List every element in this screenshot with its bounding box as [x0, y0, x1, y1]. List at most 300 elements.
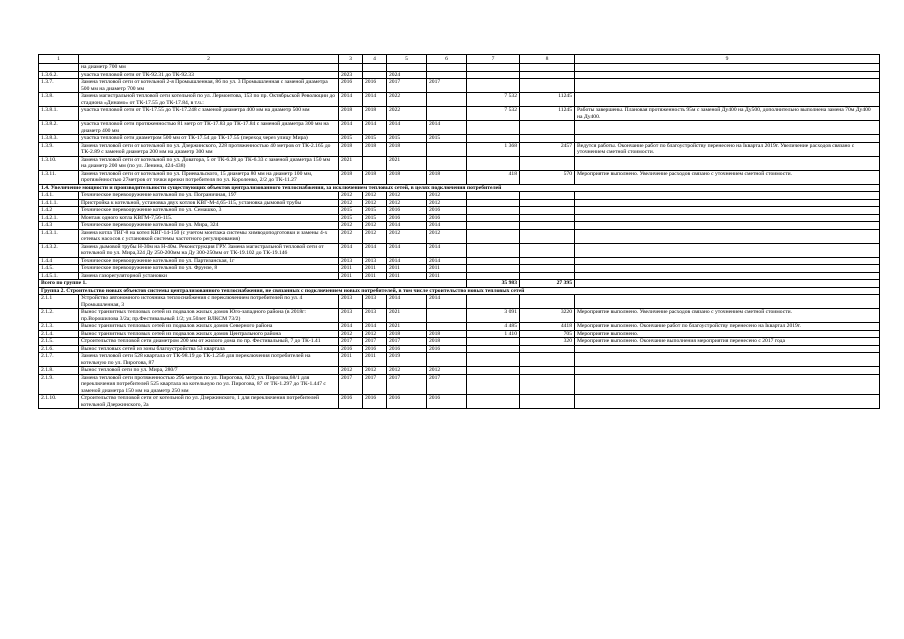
table-cell: 2018	[363, 107, 387, 121]
table-row	[39, 135, 880, 143]
table-cell	[575, 257, 880, 265]
table-cell: 2013	[363, 309, 387, 323]
table-row	[39, 156, 880, 170]
table-cell	[575, 93, 880, 107]
table-cell	[575, 135, 880, 143]
table-cell: 1.4.5.1.	[39, 272, 79, 280]
table-cell: Мероприятие выполнено. Окончание работ по благоустройству перенесено на Iквартал 2019г.	[575, 323, 880, 331]
table-cell	[363, 64, 387, 72]
table-cell: 1.4.1.	[39, 192, 79, 200]
table-cell	[520, 395, 575, 409]
table-cell	[575, 156, 880, 170]
table-cell	[363, 156, 387, 170]
table-cell	[467, 395, 520, 409]
table-row	[39, 222, 880, 230]
table-cell: 1 410	[467, 330, 520, 338]
table-cell: 2018	[387, 330, 427, 338]
table-cell: 2016	[387, 395, 427, 409]
table-cell: 2011	[427, 265, 467, 273]
table-row	[39, 93, 880, 107]
table-cell: Замена тепловой сети протяженностью 295 метров по ул. Пирогова, 62/2, ул. Пирогова,68/1 для переключения потребителей 525 квартала на котельную по ул. Пирогова, 87 от ТК-1.297 до ТК-1.447 с заменой диаметра 150 мм на диаметр 250 мм	[79, 374, 339, 395]
table-cell: 2.1.5.	[39, 338, 79, 346]
table-cell: Техническое перевооружение котельной по ул. Мира, 324	[79, 222, 339, 230]
table-cell: 2.1.3.	[39, 323, 79, 331]
table-cell	[575, 353, 880, 367]
table-cell	[520, 229, 575, 243]
table-cell: 418	[467, 170, 520, 184]
table-cell	[575, 395, 880, 409]
table-cell: 2022	[387, 93, 427, 107]
table-cell: 2014	[427, 121, 467, 135]
table-cell: 2014	[427, 243, 467, 257]
table-cell: 1.4.1.1.	[39, 199, 79, 207]
table-cell	[520, 121, 575, 135]
table-cell	[575, 367, 880, 375]
table-cell	[467, 71, 520, 79]
table-cell: 2018	[363, 170, 387, 184]
table-cell: 1.4.3.1.	[39, 229, 79, 243]
table-cell: 2021	[387, 156, 427, 170]
table-cell	[467, 135, 520, 143]
header-cell: 8	[520, 55, 575, 64]
table-cell: Ведутся работы. Окончание работ по благоустройству перенесено на Iквартал 2019г. Увеличение расходов связано с уточнением сметной стоимости.	[575, 142, 880, 156]
table-cell: 4418	[520, 323, 575, 331]
table-cell: 2016	[363, 79, 387, 93]
program-table	[38, 54, 880, 409]
table-cell: 2012	[339, 229, 363, 243]
table-cell	[467, 265, 520, 273]
table-cell	[467, 229, 520, 243]
table-cell: 2011	[339, 265, 363, 273]
table-cell	[387, 64, 427, 72]
table-cell	[520, 222, 575, 230]
table-cell: 1.3.8.3.	[39, 135, 79, 143]
table-cell: 2018	[427, 170, 467, 184]
header-cell: 3	[339, 55, 363, 64]
table-cell: 2014	[427, 295, 467, 309]
table-row	[39, 192, 880, 200]
table-cell: 2016	[387, 345, 427, 353]
table-cell	[520, 374, 575, 395]
table-cell: 2011	[339, 272, 363, 280]
table-cell: 2024	[387, 71, 427, 79]
table-cell: 2017	[387, 374, 427, 395]
table-cell: Техническое перевооружение котельной по ул. Семашко, 3	[79, 207, 339, 215]
table-cell	[520, 257, 575, 265]
table-cell	[520, 207, 575, 215]
table-cell: 2017	[363, 338, 387, 346]
table-cell: 11245	[520, 93, 575, 107]
table-cell: 2012	[339, 222, 363, 230]
table-cell	[467, 156, 520, 170]
table-cell: 7 532	[467, 93, 520, 107]
table-cell	[467, 79, 520, 93]
table-cell: 1.4.2.1.	[39, 214, 79, 222]
table-cell: 1.3.8.1.	[39, 107, 79, 121]
table-cell: 2016	[427, 214, 467, 222]
table-cell: Вынос транзитных тепловых сетей из подвалов жилых домов Центрального района	[79, 330, 339, 338]
table-cell: Замена газорегуляторной установки	[79, 272, 339, 280]
table-cell: 2011	[339, 353, 363, 367]
table-row	[39, 170, 880, 184]
header-cell: 4	[363, 55, 387, 64]
table-cell: 2015	[363, 214, 387, 222]
table-cell: 2012	[363, 222, 387, 230]
table-cell: Замена котла ТВГ-8 на котел КВГ-14-150 (с учетом монтажа системы химводоподготовки и замены 4-х сетевых насосов с установкой системы частотного регулирования)	[79, 229, 339, 243]
table-cell: 2018	[427, 330, 467, 338]
table-cell: Замена тепловой сети 528 квартала от ТК-98.19 до ТК-1.256 для переключения потребителей на котельную по ул. Пирогова, 87	[79, 353, 339, 367]
table-cell: 3 091	[467, 309, 520, 323]
table-cell	[427, 142, 467, 156]
table-cell: 1.4.2	[39, 207, 79, 215]
table-cell	[467, 214, 520, 222]
table-cell: 2012	[363, 229, 387, 243]
table-cell: Вынос транзитных тепловых сетей из подвалов жилых домов Северного района	[79, 323, 339, 331]
table-cell: 2014	[363, 121, 387, 135]
table-cell	[575, 265, 880, 273]
table-cell: Вынос транзитных тепловых сетей из подвалов жилых домов Юго-западного района (в 2018г: пр.Ворошилова 3/2а; пр.Фестивальный 1/2; ул.50лет ВЛКСМ 73/2)	[79, 309, 339, 323]
table-cell: 2017	[339, 338, 363, 346]
table-cell: 2014	[387, 121, 427, 135]
table-cell	[575, 121, 880, 135]
table-cell	[575, 214, 880, 222]
table-cell: 2015	[339, 135, 363, 143]
table-cell: 2016	[339, 79, 363, 93]
table-row	[39, 367, 880, 375]
table-cell: участка тепловой сети от ТК-17.55 до ТК-17.248 с заменой диаметра 400 мм на диаметр 500 мм	[79, 107, 339, 121]
table-row	[39, 142, 880, 156]
table-cell	[467, 272, 520, 280]
table-cell: 2012	[339, 367, 363, 375]
table-row	[39, 121, 880, 135]
table-cell: 3220	[520, 309, 575, 323]
table-cell: Замена дымовой трубы Н-30м на Н-40м. Реконструкция ГРУ. Замена магистральной тепловой сети от котельной по ул. Мира,324 Ду 250-200мм на Ду 300-250мм от ТК-19.102 до ТК-19.146	[79, 243, 339, 257]
table-cell: 4 485	[467, 323, 520, 331]
table-cell: 2016	[427, 207, 467, 215]
table-row	[39, 214, 880, 222]
table-cell: 2.1.6.	[39, 345, 79, 353]
table-cell: 2012	[427, 229, 467, 243]
table-cell: 320	[520, 338, 575, 346]
table-cell: 2012	[363, 367, 387, 375]
table-cell: 2021	[339, 156, 363, 170]
table-cell	[467, 295, 520, 309]
table-cell: 2011	[363, 272, 387, 280]
table-cell	[575, 243, 880, 257]
table-row	[39, 272, 880, 280]
table-cell: 1.3.9.	[39, 142, 79, 156]
table-cell: 1.3.8.2.	[39, 121, 79, 135]
table-cell: 2012	[339, 199, 363, 207]
table-cell: 2013	[339, 309, 363, 323]
table-cell: 1.3.11.	[39, 170, 79, 184]
table-cell	[467, 353, 520, 367]
table-cell	[520, 353, 575, 367]
header-cell: 1	[39, 55, 79, 64]
table-cell: 2018	[339, 107, 363, 121]
table-cell: 2011	[363, 265, 387, 273]
table-cell	[575, 295, 880, 309]
table-cell: 2023	[339, 71, 363, 79]
table-cell	[467, 243, 520, 257]
table-cell: 2016	[363, 395, 387, 409]
table-row	[39, 229, 880, 243]
table-cell	[575, 229, 880, 243]
table-cell: 2011	[427, 272, 467, 280]
table-cell: 2011	[363, 353, 387, 367]
table-cell	[427, 309, 467, 323]
table-body	[39, 55, 880, 409]
table-cell: участка тепловой сети от ТК-92.31 до ТК-92.33	[79, 71, 339, 79]
table-cell: 2014	[339, 121, 363, 135]
table-cell: 1.3.7.	[39, 79, 79, 93]
table-row	[39, 338, 880, 346]
table-cell: 2.1.10.	[39, 395, 79, 409]
table-cell: 2017	[387, 79, 427, 93]
table-cell: 2013	[363, 295, 387, 309]
table-row	[39, 309, 880, 323]
total-value-col7: 35 983	[467, 280, 520, 288]
table-cell: 2017	[427, 374, 467, 395]
table-cell: 2014	[363, 93, 387, 107]
table-cell: 2014	[387, 243, 427, 257]
table-cell: Техническое перевооружение котельной по ул. Партизанская, 1г	[79, 257, 339, 265]
table-cell: 705	[520, 330, 575, 338]
table-cell	[575, 71, 880, 79]
table-cell: 2018	[387, 170, 427, 184]
table-row	[39, 395, 880, 409]
table-cell	[520, 135, 575, 143]
table-row	[39, 107, 880, 121]
table-cell: Устройство автономного источника теплоснабжения с переключением потребителей по ул. 4 Промышленная, 3	[79, 295, 339, 309]
table-cell	[427, 71, 467, 79]
header-cell: 9	[575, 55, 880, 64]
table-row	[39, 79, 880, 93]
table-row	[39, 374, 880, 395]
table-cell	[467, 199, 520, 207]
table-cell: 1.4.3	[39, 222, 79, 230]
table-cell	[520, 367, 575, 375]
table-cell	[520, 265, 575, 273]
table-cell: 1.4.3.2.	[39, 243, 79, 257]
table-cell: 2014	[387, 295, 427, 309]
table-cell: 1.3.10.	[39, 156, 79, 170]
table-cell: 2013	[339, 257, 363, 265]
table-cell: 2018	[339, 142, 363, 156]
table-cell: Пристройка к котельной, установка двух котлов КВГ-М-4,65-115, установка дымовой трубы	[79, 199, 339, 207]
table-cell	[575, 192, 880, 200]
table-cell: 2018	[339, 170, 363, 184]
table-cell: 2016	[363, 345, 387, 353]
table-cell: 2.1.4.	[39, 330, 79, 338]
table-cell	[427, 353, 467, 367]
table-cell: 2017	[387, 338, 427, 346]
table-cell	[427, 323, 467, 331]
table-cell	[520, 199, 575, 207]
table-cell: 2014	[363, 323, 387, 331]
table-cell	[427, 107, 467, 121]
table-cell: 2012	[339, 192, 363, 200]
table-cell: 2012	[363, 199, 387, 207]
table-cell: 2012	[363, 330, 387, 338]
table-cell	[520, 214, 575, 222]
table-row	[39, 199, 880, 207]
table-cell: Мероприятие выполнено. Окончание выполнения мероприятия перенесено с 2017 года	[575, 338, 880, 346]
table-cell: 2014	[339, 323, 363, 331]
table-cell	[427, 93, 467, 107]
table-row	[39, 330, 880, 338]
table-cell	[520, 345, 575, 353]
table-cell	[520, 192, 575, 200]
table-row	[39, 323, 880, 331]
table-cell: 2017	[363, 374, 387, 395]
table-cell: 1.4.4	[39, 257, 79, 265]
table-cell: на диаметр 700 мм	[79, 64, 339, 72]
table-cell: 2021	[387, 309, 427, 323]
table-cell	[467, 345, 520, 353]
table-cell	[575, 207, 880, 215]
section-title: 1.4. Увеличение мощности и производительности существующих объектов централизованного теплоснабжения, за исключением тепловых сетей, в целях подключения потребителей	[39, 184, 880, 192]
table-cell: 2011	[387, 272, 427, 280]
table-cell: 2013	[363, 257, 387, 265]
table-cell: 2012	[427, 192, 467, 200]
table-cell	[575, 345, 880, 353]
table-cell: 2015	[363, 207, 387, 215]
table-cell: 2014	[387, 222, 427, 230]
table-cell	[520, 71, 575, 79]
total-row	[39, 280, 880, 288]
table-cell	[427, 156, 467, 170]
table-cell: 2017	[427, 79, 467, 93]
table-cell	[467, 207, 520, 215]
table-cell: Замена тепловой сети от котельной по ул. Дзержинского, 228 протяженностью 40 метров от ТК-2.165 до ТК-2.89 с заменой диаметра 200 мм на диаметр 300 мм	[79, 142, 339, 156]
table-cell: Техническое перевооружение котельной по ул. Пограничная, 197	[79, 192, 339, 200]
table-cell: 2014	[339, 243, 363, 257]
table-cell: 2011	[387, 265, 427, 273]
table-cell	[427, 64, 467, 72]
table-cell: 2016	[387, 207, 427, 215]
table-cell: 2012	[427, 367, 467, 375]
table-cell: 2015	[363, 135, 387, 143]
table-cell	[520, 243, 575, 257]
section-row	[39, 287, 880, 295]
table-cell: 2014	[363, 243, 387, 257]
table-cell: 2014	[339, 93, 363, 107]
table-cell: 2012	[339, 330, 363, 338]
table-cell: Замена тепловой сети от котельной 2-я Промышленная, 86 по ул. 3 Промышленная с заменой диаметра 500 мм на диаметр 700 мм	[79, 79, 339, 93]
table-cell: Мероприятие выполнено. Увеличение расходов связано с уточнением сметной стоимости.	[575, 170, 880, 184]
table-row	[39, 207, 880, 215]
table-cell: 2012	[427, 199, 467, 207]
table-cell: Строительство тепловой сети от котельной по ул. Дзержинского, 1 для переключения потребителей котельной Дзержинского, 2а	[79, 395, 339, 409]
table-cell: 2012	[387, 199, 427, 207]
table-cell: 2022	[387, 107, 427, 121]
header-row	[39, 55, 880, 64]
table-cell: 2.1.1	[39, 295, 79, 309]
table-cell: 2018	[363, 142, 387, 156]
table-cell: 2015	[339, 214, 363, 222]
table-cell: 2013	[339, 295, 363, 309]
total-label: Всего по группе 1.	[39, 280, 467, 288]
table-cell	[339, 64, 363, 72]
table-cell: 2021	[387, 323, 427, 331]
table-cell: 2.1.2.	[39, 309, 79, 323]
table-cell	[520, 295, 575, 309]
header-cell: 7	[467, 55, 520, 64]
table-cell	[467, 257, 520, 265]
table-cell: 2457	[520, 142, 575, 156]
table-cell: 1 368	[467, 142, 520, 156]
section-title: Группа 2. Строительство новых объектов системы централизованного теплоснабжения, не связанных с подключением новых потребителей, в том числе строительство новых тепловых сетей	[39, 287, 880, 295]
table-cell	[575, 64, 880, 72]
table-cell: 2016	[339, 395, 363, 409]
table-cell	[575, 199, 880, 207]
table-cell: 2015	[339, 207, 363, 215]
table-cell: 1.3.6.2.	[39, 71, 79, 79]
table-row	[39, 257, 880, 265]
table-cell: Замена тепловой сети от котельной по ул. Доватора, 5 от ТК-6.28 до ТК-6.33 с заменой диаметра 150 мм на диаметр 200 мм (по ул. Ленина, 424-438)	[79, 156, 339, 170]
table-cell: Мероприятие выполнено. Увеличение расходов связано с уточнением сметной стоимости.	[575, 309, 880, 323]
table-cell: 2012	[363, 192, 387, 200]
table-cell	[575, 374, 880, 395]
table-cell: участка тепловой сети протяженностью 81 метр от ТК-17.83 до ТК-17.84 с заменой диаметра 300 мм на диаметр 400 мм	[79, 121, 339, 135]
table-cell: 11245	[520, 107, 575, 121]
table-cell: участка тепловой сети диаметром 500 мм от ТК-17.54 до ТК-17.55 (переход через улицу Мира)	[79, 135, 339, 143]
table-cell: Вынос тепловой сети по ул. Мира, 280/7	[79, 367, 339, 375]
table-row	[39, 243, 880, 257]
table-cell: 2.1.7.	[39, 353, 79, 367]
table-cell: 7 532	[467, 107, 520, 121]
table-cell: 2014	[427, 222, 467, 230]
total-value-col8: 27 395	[520, 280, 575, 288]
table-cell	[467, 374, 520, 395]
table-cell: 2016	[387, 214, 427, 222]
table-cell: 2016	[427, 395, 467, 409]
table-cell	[520, 156, 575, 170]
table-cell: 2016	[427, 345, 467, 353]
table-cell: Замена тепловой сети от котельной по ул. Приевальского, 15 диаметра 80 мм на диаметр 100 мм, протяжённостью 27метров от точки врезки потребителя по ул. Короленко, 2/2 до ТК-11.27	[79, 170, 339, 184]
table-cell	[467, 222, 520, 230]
table-cell: 1.4.5.	[39, 265, 79, 273]
header-cell: 2	[79, 55, 339, 64]
table-cell: 2019	[387, 353, 427, 367]
table-row	[39, 71, 880, 79]
table-row	[39, 64, 880, 72]
table-cell: Вынос тепловых сетей из зоны благоустройства 53 квартала	[79, 345, 339, 353]
header-cell: 5	[387, 55, 427, 64]
table-cell	[575, 222, 880, 230]
total-note	[575, 280, 880, 288]
table-cell: 2.1.8.	[39, 367, 79, 375]
table-cell: 2012	[387, 192, 427, 200]
table-cell: 2014	[387, 257, 427, 265]
header-cell: 6	[427, 55, 467, 64]
table-cell: 2012	[387, 367, 427, 375]
table-cell: 2015	[427, 135, 467, 143]
table-cell	[467, 64, 520, 72]
table-cell: Мероприятие выполнено.	[575, 330, 880, 338]
table-cell: 2.1.9.	[39, 374, 79, 395]
table-row	[39, 353, 880, 367]
table-cell	[467, 121, 520, 135]
table-cell	[520, 272, 575, 280]
table-cell: Техническое перевооружение котельной по ул. Фрунзе, 8	[79, 265, 339, 273]
table-cell: 2015	[387, 135, 427, 143]
table-cell: 2012	[387, 229, 427, 243]
table-cell	[467, 367, 520, 375]
table-cell	[520, 64, 575, 72]
table-row	[39, 265, 880, 273]
